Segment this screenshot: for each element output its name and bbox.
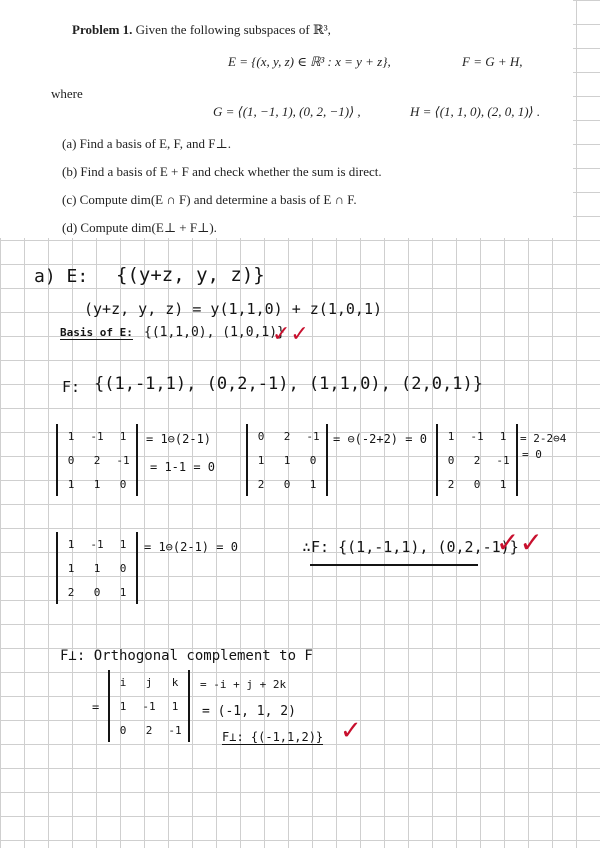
det1-step2: = 1-1 = 0 — [150, 460, 216, 474]
F-perp-basis-result: F⊥: {(-1,1,2)} — [222, 730, 324, 744]
matrix-entry: 2 — [257, 477, 265, 491]
cross-result-step1: = -i + j + 2k — [200, 678, 287, 691]
det4-step: = 1⊖(2-1) = 0 — [144, 540, 238, 554]
matrix-entry: 0 — [283, 477, 291, 491]
determinant-matrix — [436, 424, 518, 496]
matrix-entry: -1 — [90, 537, 104, 551]
matrix-entry: 0 — [447, 453, 455, 467]
F-perp-heading: F⊥: Orthogonal complement to F — [60, 648, 313, 664]
part-c: (c) Compute dim(E ∩ F) and determine a basis of E ∩ F. — [62, 192, 357, 207]
cross-equals-sign: = — [92, 700, 100, 714]
matrix-entry: 2 — [283, 429, 291, 443]
E-basis-label: Basis of E: — [60, 326, 133, 339]
matrix-entry: -1 — [116, 453, 130, 467]
det1-step1: = 1⊖(2-1) — [146, 432, 212, 446]
matrix-entry: 1 — [171, 699, 179, 713]
matrix-entry: 0 — [309, 453, 317, 467]
matrix-entry: 1 — [447, 429, 455, 443]
H-definition: H = ⟨(1, 1, 0), (2, 0, 1)⟩ . — [410, 104, 541, 119]
F-definition: F = G + H, — [462, 54, 523, 69]
matrix-entry: i — [119, 675, 127, 689]
matrix-entry: 1 — [119, 699, 127, 713]
cross-result-step2: = (-1, 1, 2) — [202, 704, 296, 719]
underline — [310, 564, 478, 566]
matrix-entry: 1 — [93, 477, 101, 491]
matrix-entry: k — [171, 675, 179, 689]
matrix-entry: 2 — [145, 723, 153, 737]
where-text: where — [51, 86, 83, 101]
matrix-entry: 1 — [67, 477, 75, 491]
matrix-entry: 1 — [119, 537, 127, 551]
check-mark-icon: ✓✓ — [272, 322, 309, 347]
matrix-entry: 0 — [67, 453, 75, 467]
matrix-entry: 1 — [499, 477, 507, 491]
matrix-entry: 2 — [473, 453, 481, 467]
matrix-entry: 0 — [257, 429, 265, 443]
matrix-entry: 1 — [257, 453, 265, 467]
E-basis: {(1,1,0), (1,0,1)} — [144, 325, 285, 340]
part-b: (b) Find a basis of E + F and check whether the sum is direct. — [62, 164, 382, 179]
matrix-entry: 1 — [499, 429, 507, 443]
E-set: {(y+z, y, z)} — [116, 264, 265, 286]
matrix-entry: -1 — [168, 723, 182, 737]
matrix-entry: 1 — [67, 537, 75, 551]
determinant-matrix — [246, 424, 328, 496]
F-set: {(1,-1,1), (0,2,-1), (1,1,0), (2,0,1)} — [94, 374, 483, 394]
G-definition: G = ⟨(1, −1, 1), (0, 2, −1)⟩ , — [213, 104, 361, 119]
matrix-entry: j — [145, 675, 153, 689]
problem-intro — [72, 22, 331, 38]
part-a-E-label: a) E: — [34, 266, 89, 287]
det3-step1: = 2-2⊖4 — [520, 432, 567, 445]
F-label: F: — [62, 378, 81, 396]
matrix-entry: 1 — [119, 429, 127, 443]
matrix-entry: 2 — [93, 453, 101, 467]
problem-statement — [0, 0, 573, 238]
check-mark-icon: ✓✓ — [496, 526, 543, 559]
matrix-entry: 0 — [119, 723, 127, 737]
matrix-entry: -1 — [306, 429, 320, 443]
det2-step: = ⊖(-2+2) = 0 — [333, 432, 427, 446]
problem-label: Problem 1. — [72, 22, 133, 37]
matrix-entry: 0 — [473, 477, 481, 491]
matrix-entry: 0 — [93, 585, 101, 599]
matrix-entry: 1 — [309, 477, 317, 491]
determinant-matrix — [56, 532, 138, 604]
matrix-entry: 2 — [447, 477, 455, 491]
cross-product-matrix — [108, 670, 190, 742]
part-a: (a) Find a basis of E, F, and F⊥. — [62, 136, 231, 151]
problem-intro-text: Given the following subspaces of ℝ³, — [135, 22, 331, 37]
matrix-entry: 2 — [67, 585, 75, 599]
E-expansion: (y+z, y, z) = y(1,1,0) + z(1,0,1) — [84, 300, 383, 318]
matrix-entry: 1 — [119, 585, 127, 599]
matrix-entry: 1 — [67, 561, 75, 575]
det3-step2: = 0 — [522, 448, 542, 461]
matrix-entry: -1 — [90, 429, 104, 443]
matrix-entry: 1 — [283, 453, 291, 467]
matrix-entry: 1 — [67, 429, 75, 443]
matrix-entry: -1 — [142, 699, 156, 713]
part-d: (d) Compute dim(E⊥ + F⊥). — [62, 220, 217, 235]
E-definition: E = {(x, y, z) ∈ ℝ³ : x = y + z}, — [228, 54, 391, 69]
matrix-entry: 1 — [93, 561, 101, 575]
determinant-matrix — [56, 424, 138, 496]
matrix-entry: 0 — [119, 477, 127, 491]
F-basis-result: ∴F: {(1,-1,1), (0,2,-1)} — [302, 538, 519, 556]
matrix-entry: -1 — [470, 429, 484, 443]
check-mark-icon: ✓ — [340, 716, 362, 746]
matrix-entry: -1 — [496, 453, 510, 467]
matrix-entry: 0 — [119, 561, 127, 575]
